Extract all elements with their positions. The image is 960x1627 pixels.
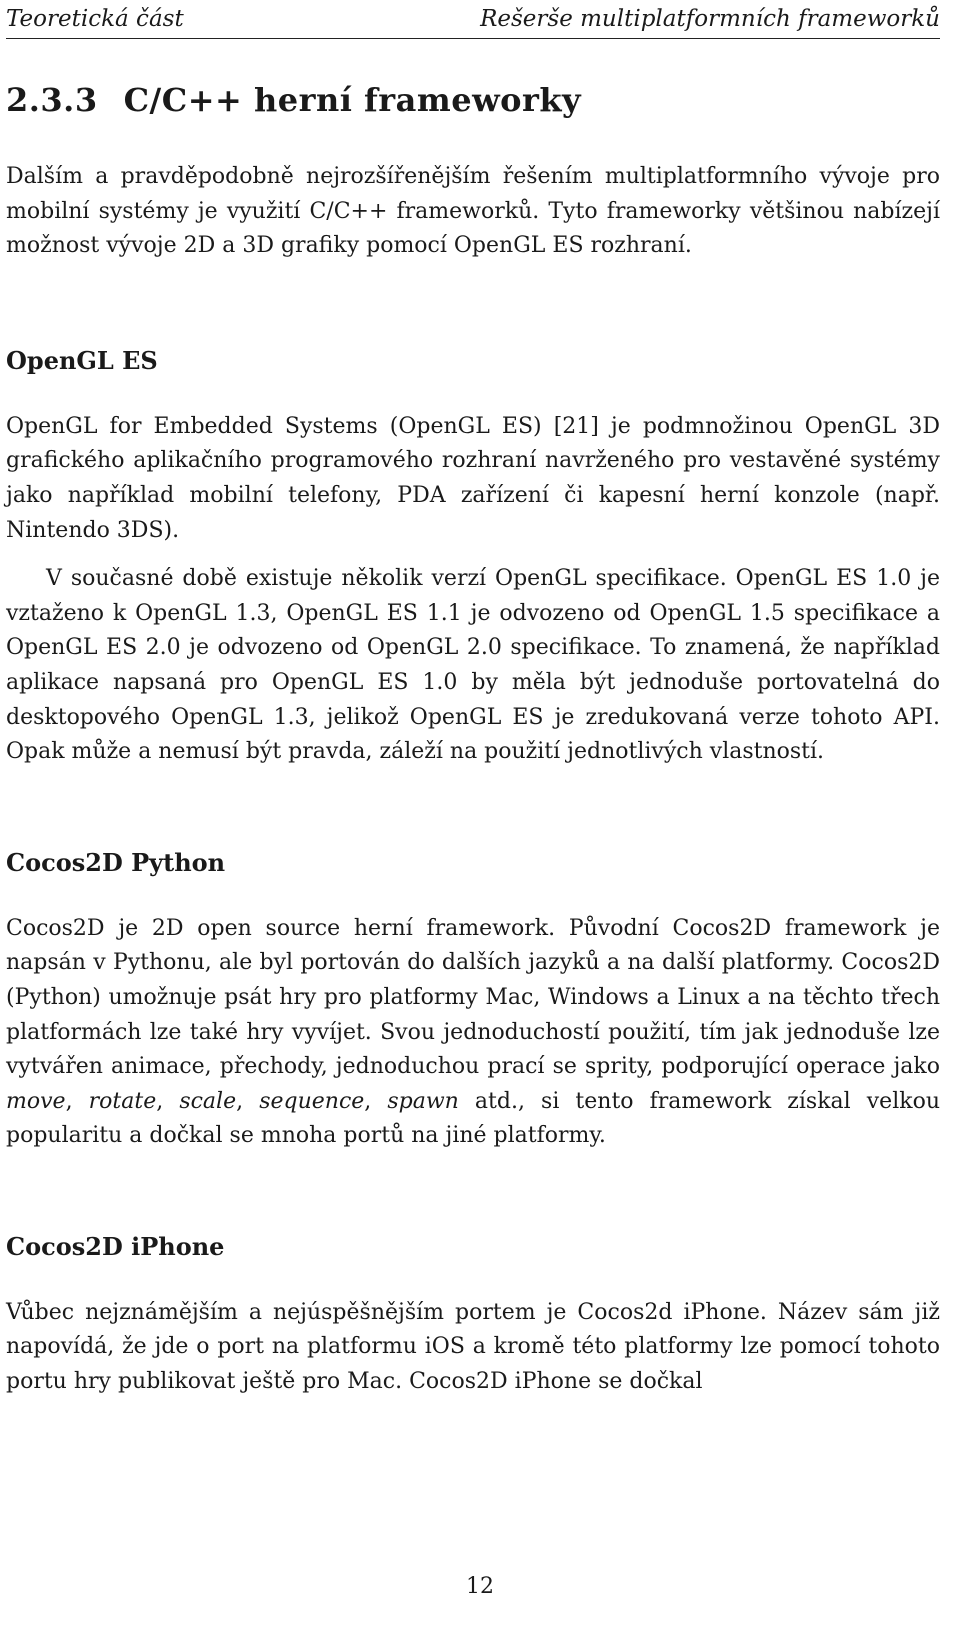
opengl-paragraph-1: OpenGL for Embedded Systems (OpenGL ES) [21] je podmnožinou OpenGL 3D grafického aplikačního programového rozhraní navrženého pro vestavěné systémy jako například mobilní telefony, PDA zařízení či kapesní herní konzole (např. Nintendo 3DS). <box>6 413 940 543</box>
op-sequence: sequence <box>259 1088 365 1114</box>
page-number: 12 <box>466 1574 494 1599</box>
op-rotate: rotate <box>88 1088 157 1114</box>
opengl-heading: OpenGL ES <box>6 345 158 375</box>
cocos-python-heading: Cocos2D Python <box>6 847 226 877</box>
op-move: move <box>6 1088 66 1114</box>
page-content <box>6 80 940 1400</box>
op-scale: scale <box>179 1088 237 1114</box>
cocos-iphone-heading: Cocos2D iPhone <box>6 1231 225 1261</box>
cocos-python-text-start: Cocos2D je 2D open source herní framework. Původní Cocos2D framework je napsán v Pythonu, ale byl portován do dalších jazyků a na další platformy. Cocos2D (Python) umožnuje psát hry pro platformy Mac, Windows a Linux a na těchto třech platformách lze také hry vyvíjet. Svou jednoduchostí použití, tím jak jednoduše lze vytvářen animace, přechody, jednoduchou prací se sprity, podporující operace jako <box>6 915 940 1080</box>
section-number: 2.3.3 <box>6 81 98 119</box>
op-spawn: spawn <box>387 1088 459 1114</box>
cocos-python-text-end: atd., si tento framework získal velkou popularitu a dočkal se mnoha portů na jiné platformy. <box>6 1088 940 1149</box>
cocos-python-paragraph: Cocos2D je 2D open source herní framework. Původní Cocos2D framework je napsán v Pythonu, ale byl portován do dalších jazyků a na další platformy. Cocos2D (Python) umožnuje psát hry pro platformy Mac, Windows a Linux a na těchto třech platformách lze také hry vyvíjet. Svou jednoduchostí použití, tím jak jednoduše lze vytvářen animace, přechody, jednoduchou prací se sprity, podporující operace jako move, rotate, scale, sequence, spawn atd., si tento framework získal velkou popularitu a dočkal se mnoha portů na jiné platformy. <box>6 915 940 1149</box>
intro-paragraph: Dalším a pravděpodobně nejrozšířenějším řešením multiplatformního vývoje pro mobilní systémy je využití C/C++ frameworků. Tyto frameworky většinou nabízejí možnost vývoje 2D a 3D grafiky pomocí OpenGL ES rozhraní. <box>6 164 940 259</box>
header-chapter: Teoretická část <box>6 6 184 32</box>
opengl-paragraph-2: V současné době existuje několik verzí OpenGL specifikace. OpenGL ES 1.0 je vztaženo k OpenGL 1.3, OpenGL ES 1.1 je odvozeno od OpenGL 1.5 specifikace a OpenGL ES 2.0 je odvozeno od OpenGL 2.0 specifikace. To znamená, že například aplikace napsaná pro OpenGL ES 1.0 by měla být jednoduše portovatelná do desktopového OpenGL 1.3, jelikož OpenGL ES je zredukovaná verze tohoto API. Opak může a nemusí být pravda, záleží na použití jednotlivých vlastností. <box>6 566 940 765</box>
cocos-iphone-paragraph: Vůbec nejznámějším a nejúspěšnějším portem je Cocos2d iPhone. Název sám již napovídá, že jde o port na platformu iOS a kromě této platformy lze pomocí tohoto portu hry publikovat ještě pro Mac. Cocos2D iPhone se dočkal <box>6 1299 940 1395</box>
section-heading <box>6 80 940 120</box>
running-header <box>6 4 940 39</box>
section-title: C/C++ herní frameworky <box>123 81 582 119</box>
header-section: Rešerše multiplatformních frameworků <box>480 6 940 32</box>
